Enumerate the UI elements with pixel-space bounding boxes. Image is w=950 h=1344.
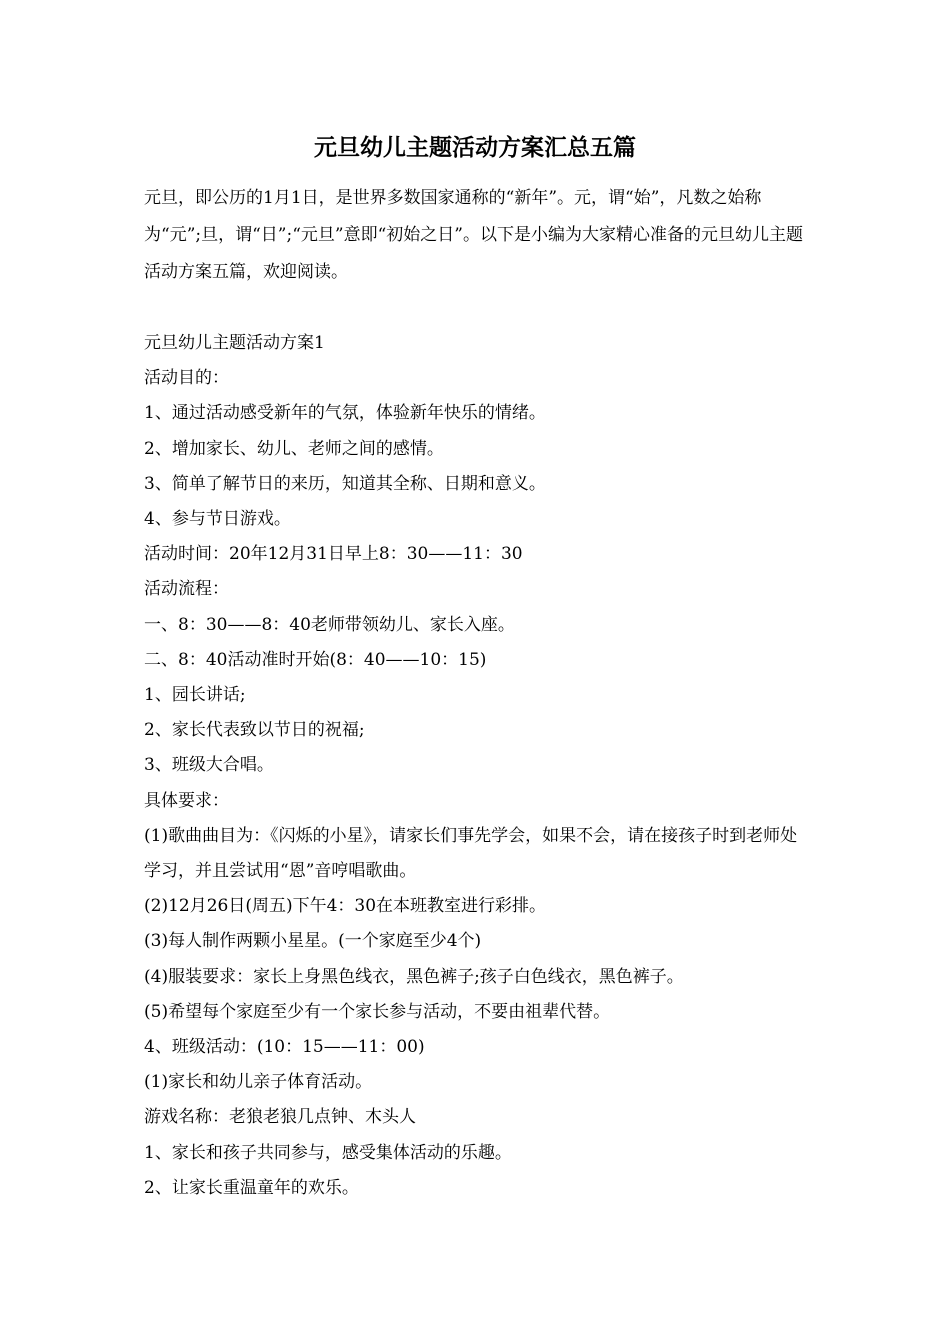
text-line: (3)每人制作两颗小星星。(一个家庭至少4个) [144, 931, 482, 952]
document-title: 元旦幼儿主题活动方案汇总五篇 [314, 134, 636, 161]
text-line: 4、班级活动：(10：15——11：00) [144, 1037, 425, 1058]
text-line: 具体要求： [144, 790, 229, 811]
text-line: 2、让家长重温童年的欢乐。 [144, 1177, 359, 1198]
text-line: (4)服装要求：家长上身黑色线衣，黑色裤子;孩子白色线衣，黑色裤子。 [144, 966, 684, 987]
text-line: 游戏名称：老狼老狼几点钟、木头人 [144, 1107, 416, 1128]
text-line: 4、参与节日游戏。 [144, 509, 291, 530]
text-line: 3、简单了解节日的来历，知道其全称、日期和意义。 [144, 473, 546, 494]
text-line: 活动流程： [144, 579, 229, 600]
text-line: 1、园长讲话; [144, 685, 246, 706]
text-line: (5)希望每个家庭至少有一个家长参与活动，不要由祖辈代替。 [144, 1001, 611, 1022]
text-line: 3、班级大合唱。 [144, 755, 274, 776]
text-line: 2、增加家长、幼儿、老师之间的感情。 [144, 438, 444, 459]
text-line: 1、家长和孩子共同参与，感受集体活动的乐趣。 [144, 1142, 512, 1163]
text-line: 一、8：30——8：40老师带领幼儿、家长入座。 [144, 614, 515, 635]
text-line: 2、家长代表致以节日的祝福; [144, 720, 365, 741]
section-heading: 元旦幼儿主题活动方案1 [144, 333, 325, 353]
text-line: 活动目的： [144, 368, 229, 389]
text-line: (1)家长和幼儿亲子体育活动。 [144, 1072, 373, 1093]
text-line: (2)12月26日(周五)下午4：30在本班教室进行彩排。 [144, 896, 547, 917]
document-body [144, 326, 812, 1206]
text-line: 1、通过活动感受新年的气氛，体验新年快乐的情绪。 [144, 403, 546, 424]
text-line: (1)歌曲曲目为：《闪烁的小星》，请家长们事先学会，如果不会，请在接孩子时到老师处学习，并且尝试用“恩”音哼唱歌曲。 [144, 825, 798, 882]
intro-paragraph: 元旦，即公历的1月1日，是世界多数国家通称的“新年”。元，谓“始”，凡数之始称为“元”;旦，谓“日”;“元旦”意即“初始之日”。以下是小编为大家精心准备的元旦幼儿主题活动方案五篇，欢迎阅读。 [144, 188, 803, 282]
text-line: 二、8：40活动准时开始(8：40——10：15) [144, 649, 487, 670]
text-line: 活动时间：20年12月31日早上8：30——11：30 [144, 544, 523, 565]
